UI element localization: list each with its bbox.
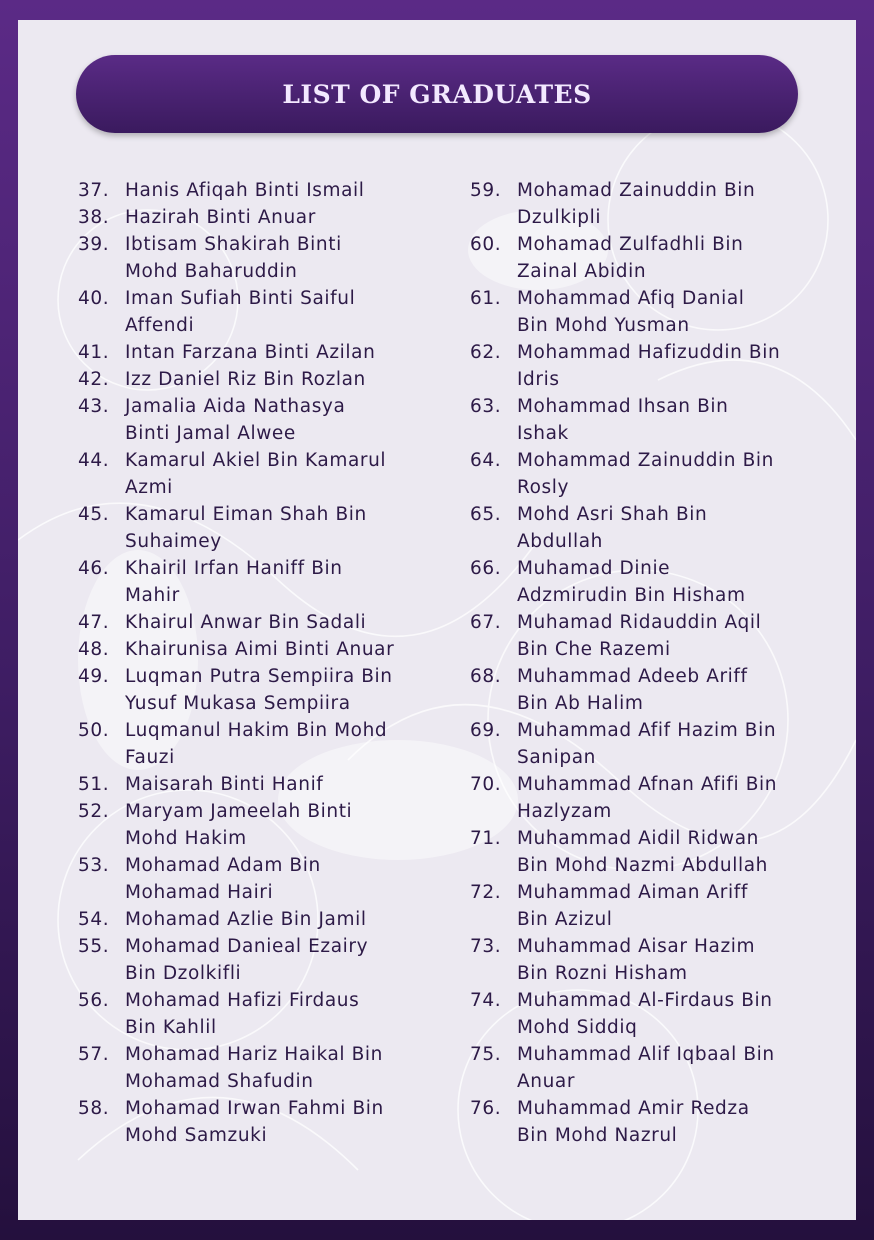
graduate-name <box>517 177 815 231</box>
graduate-name <box>125 1041 418 1095</box>
graduates-column-left <box>78 177 418 1149</box>
graduate-name-line: Maryam Jameelah Binti <box>125 801 353 822</box>
entry-number: 51. <box>78 774 110 795</box>
entry-number: 39. <box>78 234 110 255</box>
graduate-name-line: Bin Che Razemi <box>517 639 671 660</box>
document-page <box>18 20 856 1220</box>
graduate-name-line: Intan Farzana Binti Azilan <box>125 342 376 363</box>
graduate-name-line: Bin Rozni Hisham <box>517 963 688 984</box>
entry-number: 54. <box>78 909 110 930</box>
graduate-name-line: Bin Mohd Yusman <box>517 315 690 336</box>
entry-number: 47. <box>78 612 110 633</box>
graduate-entry <box>470 501 815 555</box>
graduate-name <box>517 609 815 663</box>
entry-number: 38. <box>78 207 110 228</box>
graduate-name <box>125 906 418 933</box>
graduate-name <box>125 717 418 771</box>
graduate-name-line: Iman Sufiah Binti Saiful <box>125 288 356 309</box>
graduate-entry <box>78 204 418 231</box>
graduate-name-line: Muhamad Ridauddin Aqil <box>517 612 762 633</box>
entry-number: 70. <box>470 774 502 795</box>
graduate-name-line: Mohamad Zulfadhli Bin <box>517 234 744 255</box>
graduate-name-line: Muhammad Alif Iqbaal Bin <box>517 1044 775 1065</box>
graduate-entry <box>78 393 418 447</box>
graduates-column-right <box>470 177 815 1149</box>
graduate-name-line: Zainal Abidin <box>517 261 647 282</box>
graduate-name <box>517 501 815 555</box>
graduate-name-line: Sanipan <box>517 747 596 768</box>
graduate-entry <box>78 501 418 555</box>
graduate-entry <box>470 879 815 933</box>
graduate-name-line: Muhammad Aiman Ariff <box>517 882 748 903</box>
entry-number: 48. <box>78 639 110 660</box>
graduate-entry <box>470 177 815 231</box>
graduate-name-line: Mohd Baharuddin <box>125 261 298 282</box>
entry-number: 68. <box>470 666 502 687</box>
graduate-name-line: Kamarul Akiel Bin Kamarul <box>125 450 387 471</box>
entry-number: 59. <box>470 180 502 201</box>
graduate-name <box>125 1095 418 1149</box>
graduate-entry <box>78 177 418 204</box>
entry-number: 42. <box>78 369 110 390</box>
graduate-name-line: Muhammad Aidil Ridwan <box>517 828 759 849</box>
graduate-name-line: Mohammad Afiq Danial <box>517 288 745 309</box>
graduate-name-line: Mohamad Adam Bin <box>125 855 321 876</box>
graduate-name-line: Bin Dzolkifli <box>125 963 242 984</box>
graduate-name <box>125 636 418 663</box>
graduate-name-line: Hanis Afiqah Binti Ismail <box>125 180 365 201</box>
graduate-entry <box>470 933 815 987</box>
graduate-name <box>517 825 815 879</box>
graduate-name-line: Idris <box>517 369 560 390</box>
graduate-name-line: Khairil Irfan Haniff Bin <box>125 558 343 579</box>
entry-number: 69. <box>470 720 502 741</box>
graduate-name-line: Muhammad Al-Firdaus Bin <box>517 990 773 1011</box>
graduate-entry <box>470 555 815 609</box>
graduate-entry <box>78 717 418 771</box>
graduate-entry <box>78 987 418 1041</box>
graduate-entry <box>470 987 815 1041</box>
graduate-name <box>517 393 815 447</box>
entry-number: 55. <box>78 936 110 957</box>
graduate-entry <box>470 717 815 771</box>
entry-number: 72. <box>470 882 502 903</box>
graduate-name <box>517 339 815 393</box>
graduate-name-line: Ibtisam Shakirah Binti <box>125 234 342 255</box>
entry-number: 40. <box>78 288 110 309</box>
entry-number: 41. <box>78 342 110 363</box>
entry-number: 46. <box>78 558 110 579</box>
graduate-name-line: Kamarul Eiman Shah Bin <box>125 504 367 525</box>
graduate-name <box>517 231 815 285</box>
entry-number: 50. <box>78 720 110 741</box>
graduate-entry <box>470 609 815 663</box>
graduate-name-line: Bin Mohd Nazmi Abdullah <box>517 855 769 876</box>
title-banner <box>76 55 798 133</box>
graduate-name-line: Affendi <box>125 315 195 336</box>
graduate-name-line: Hazlyzam <box>517 801 612 822</box>
entry-number: 49. <box>78 666 110 687</box>
graduate-name <box>125 366 418 393</box>
graduate-name <box>125 204 418 231</box>
graduate-name <box>125 609 418 636</box>
graduate-entry <box>78 663 418 717</box>
graduate-entry <box>470 339 815 393</box>
graduate-name <box>517 285 815 339</box>
graduate-entry <box>470 771 815 825</box>
graduate-name-line: Mohd Samzuki <box>125 1125 268 1146</box>
graduate-name <box>517 879 815 933</box>
graduate-entry <box>78 1095 418 1149</box>
graduate-name-line: Jamalia Aida Nathasya <box>125 396 346 417</box>
page-title: LIST OF GRADUATES <box>282 79 592 109</box>
graduate-entry <box>78 609 418 636</box>
graduate-name-line: Suhaimey <box>125 531 222 552</box>
graduate-entry <box>78 852 418 906</box>
graduate-entry <box>78 285 418 339</box>
entry-number: 74. <box>470 990 502 1011</box>
graduate-name-line: Izz Daniel Riz Bin Rozlan <box>125 369 366 390</box>
graduate-name <box>517 987 815 1041</box>
graduate-entry <box>78 1041 418 1095</box>
graduate-name <box>125 501 418 555</box>
graduate-name <box>125 987 418 1041</box>
graduate-entry <box>470 393 815 447</box>
entry-number: 56. <box>78 990 110 1011</box>
graduate-name <box>125 393 418 447</box>
graduate-entry <box>470 285 815 339</box>
entry-number: 53. <box>78 855 110 876</box>
graduate-name-line: Bin Kahlil <box>125 1017 217 1038</box>
graduate-name-line: Mohammad Ihsan Bin <box>517 396 729 417</box>
graduate-name-line: Mohammad Hafizuddin Bin <box>517 342 781 363</box>
graduate-name-line: Azmi <box>125 477 173 498</box>
graduate-entry <box>78 906 418 933</box>
graduate-name-line: Mohammad Zainuddin Bin <box>517 450 774 471</box>
graduate-entry <box>78 798 418 852</box>
graduate-name-line: Hazirah Binti Anuar <box>125 207 316 228</box>
entry-number: 62. <box>470 342 502 363</box>
entry-number: 75. <box>470 1044 502 1065</box>
graduate-name-line: Mohamad Zainuddin Bin <box>517 180 756 201</box>
graduate-entry <box>470 825 815 879</box>
graduate-name-line: Mohamad Hairi <box>125 882 274 903</box>
graduate-name <box>517 933 815 987</box>
graduate-name <box>517 447 815 501</box>
entry-number: 64. <box>470 450 502 471</box>
graduate-name <box>517 555 815 609</box>
graduate-entry <box>78 447 418 501</box>
graduate-name-line: Bin Mohd Nazrul <box>517 1125 678 1146</box>
entry-number: 66. <box>470 558 502 579</box>
graduate-entry <box>78 366 418 393</box>
graduate-name <box>517 1041 815 1095</box>
graduate-entry <box>470 1041 815 1095</box>
graduate-entry <box>78 555 418 609</box>
graduate-name-line: Luqmanul Hakim Bin Mohd <box>125 720 388 741</box>
entry-number: 67. <box>470 612 502 633</box>
entry-number: 43. <box>78 396 110 417</box>
graduate-name <box>125 771 418 798</box>
graduate-name-line: Mahir <box>125 585 180 606</box>
graduate-name <box>125 663 418 717</box>
graduate-entry <box>78 231 418 285</box>
graduate-name-line: Maisarah Binti Hanif <box>125 774 324 795</box>
graduate-entry <box>78 636 418 663</box>
graduate-name-line: Fauzi <box>125 747 175 768</box>
entry-number: 58. <box>78 1098 110 1119</box>
graduate-name-line: Mohamad Hariz Haikal Bin <box>125 1044 383 1065</box>
graduate-entry <box>470 447 815 501</box>
graduate-entry <box>78 933 418 987</box>
graduate-name-line: Rosly <box>517 477 570 498</box>
graduate-name-line: Muhamad Dinie <box>517 558 671 579</box>
entry-number: 52. <box>78 801 110 822</box>
graduate-name <box>125 852 418 906</box>
graduate-name-line: Yusuf Mukasa Sempiira <box>125 693 351 714</box>
entry-number: 76. <box>470 1098 502 1119</box>
graduate-name-line: Muhammad Afif Hazim Bin <box>517 720 777 741</box>
graduate-name-line: Bin Ab Halim <box>517 693 644 714</box>
graduate-name-line: Mohamad Hafizi Firdaus <box>125 990 360 1011</box>
graduate-name-line: Adzmirudin Bin Hisham <box>517 585 746 606</box>
graduate-entry <box>470 231 815 285</box>
entry-number: 63. <box>470 396 502 417</box>
graduate-entry <box>78 339 418 366</box>
graduate-name <box>125 177 418 204</box>
graduate-name-line: Mohamad Danieal Ezairy <box>125 936 369 957</box>
graduate-name <box>125 231 418 285</box>
graduate-name-line: Luqman Putra Sempiira Bin <box>125 666 393 687</box>
graduate-name <box>125 798 418 852</box>
entry-number: 57. <box>78 1044 110 1065</box>
graduate-name <box>517 663 815 717</box>
entry-number: 44. <box>78 450 110 471</box>
entry-number: 37. <box>78 180 110 201</box>
entry-number: 61. <box>470 288 502 309</box>
graduate-name <box>125 339 418 366</box>
graduate-entry <box>470 663 815 717</box>
graduate-name-line: Ishak <box>517 423 569 444</box>
graduate-name-line: Muhammad Afnan Afifi Bin <box>517 774 778 795</box>
graduate-name <box>517 717 815 771</box>
graduate-name-line: Khairunisa Aimi Binti Anuar <box>125 639 395 660</box>
graduate-name-line: Dzulkipli <box>517 207 602 228</box>
graduate-name <box>125 555 418 609</box>
graduate-name-line: Muhammad Adeeb Ariff <box>517 666 748 687</box>
graduate-entry <box>470 1095 815 1149</box>
graduate-name-line: Khairul Anwar Bin Sadali <box>125 612 367 633</box>
graduate-name <box>125 933 418 987</box>
graduate-name-line: Mohd Asri Shah Bin <box>517 504 708 525</box>
entry-number: 73. <box>470 936 502 957</box>
entry-number: 60. <box>470 234 502 255</box>
graduate-name-line: Binti Jamal Alwee <box>125 423 296 444</box>
entry-number: 65. <box>470 504 502 525</box>
graduate-name-line: Anuar <box>517 1071 576 1092</box>
entry-number: 71. <box>470 828 502 849</box>
graduate-name-line: Muhammad Aisar Hazim <box>517 936 756 957</box>
graduate-entry <box>78 771 418 798</box>
graduate-name-line: Mohamad Irwan Fahmi Bin <box>125 1098 384 1119</box>
graduate-name-line: Mohd Hakim <box>125 828 247 849</box>
graduate-name-line: Mohd Siddiq <box>517 1017 638 1038</box>
graduate-name-line: Bin Azizul <box>517 909 613 930</box>
graduate-name-line: Mohamad Shafudin <box>125 1071 314 1092</box>
graduate-name-line: Mohamad Azlie Bin Jamil <box>125 909 367 930</box>
entry-number: 45. <box>78 504 110 525</box>
graduate-name-line: Muhammad Amir Redza <box>517 1098 750 1119</box>
graduate-name <box>125 285 418 339</box>
graduate-name <box>125 447 418 501</box>
graduate-name-line: Abdullah <box>517 531 604 552</box>
graduate-name <box>517 771 815 825</box>
graduate-name <box>517 1095 815 1149</box>
